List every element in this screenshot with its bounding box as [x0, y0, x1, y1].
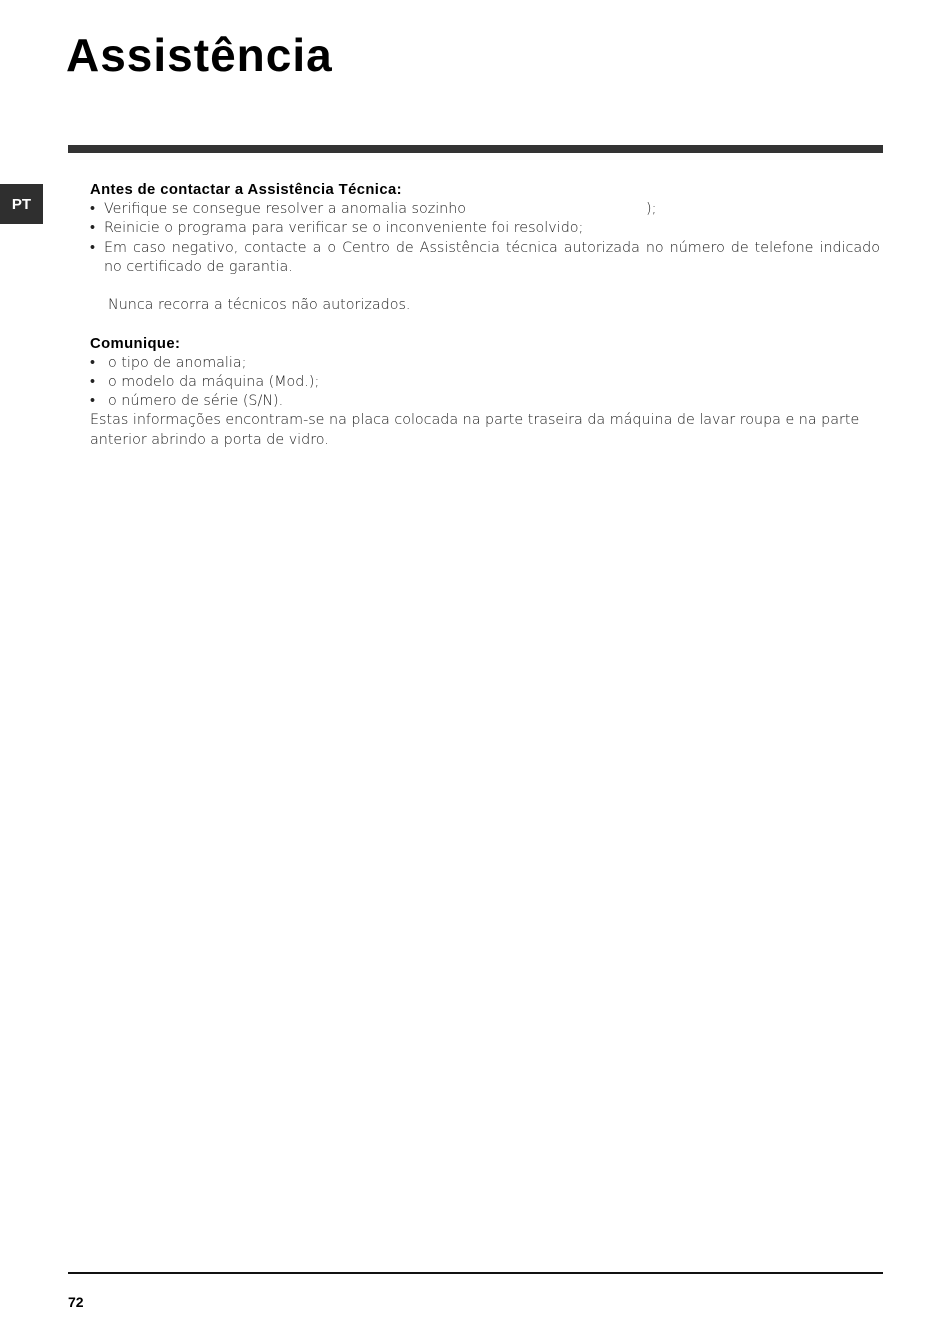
list-item-text: Em caso negativo, contacte a o Centro de Assistência técnica autorizada no número de telefone indicado no certificado de garantia. [104, 239, 880, 275]
list-item [90, 392, 880, 411]
list-item-suffix: ); [646, 201, 657, 218]
info-note: Estas informações encontram-se na placa colocada na parte traseira da máquina de lavar roupa e na parte anterior abrindo a porta de vidro. [90, 412, 860, 448]
list-item-text: o número de série (S/N). [108, 393, 284, 410]
footer-divider [68, 1272, 883, 1274]
list-item [90, 354, 880, 373]
list-item-text: o modelo da máquina (Mod.); [108, 374, 320, 390]
list-item [90, 200, 880, 219]
communicate-heading: Comunique: [90, 335, 181, 352]
list-item-text: Verifique se consegue resolver a anomalia sozinho [104, 201, 467, 218]
language-tab: PT [0, 184, 43, 224]
page-number: 72 [68, 1294, 84, 1310]
list-item [90, 373, 880, 392]
list-item [90, 219, 880, 238]
list-item-text: o tipo de anomalia; [108, 354, 247, 371]
main-content [90, 181, 880, 450]
page-title: Assistência [66, 29, 333, 81]
list-item-text: Reinicie o programa para verificar se o inconveniente foi resolvido; [104, 220, 584, 237]
before-contact-heading: Antes de contactar a Assistência Técnica: [90, 182, 402, 198]
list-item [90, 239, 880, 277]
warning-text: Nunca recorra a técnicos não autorizados. [108, 297, 411, 314]
title-divider [68, 145, 883, 153]
